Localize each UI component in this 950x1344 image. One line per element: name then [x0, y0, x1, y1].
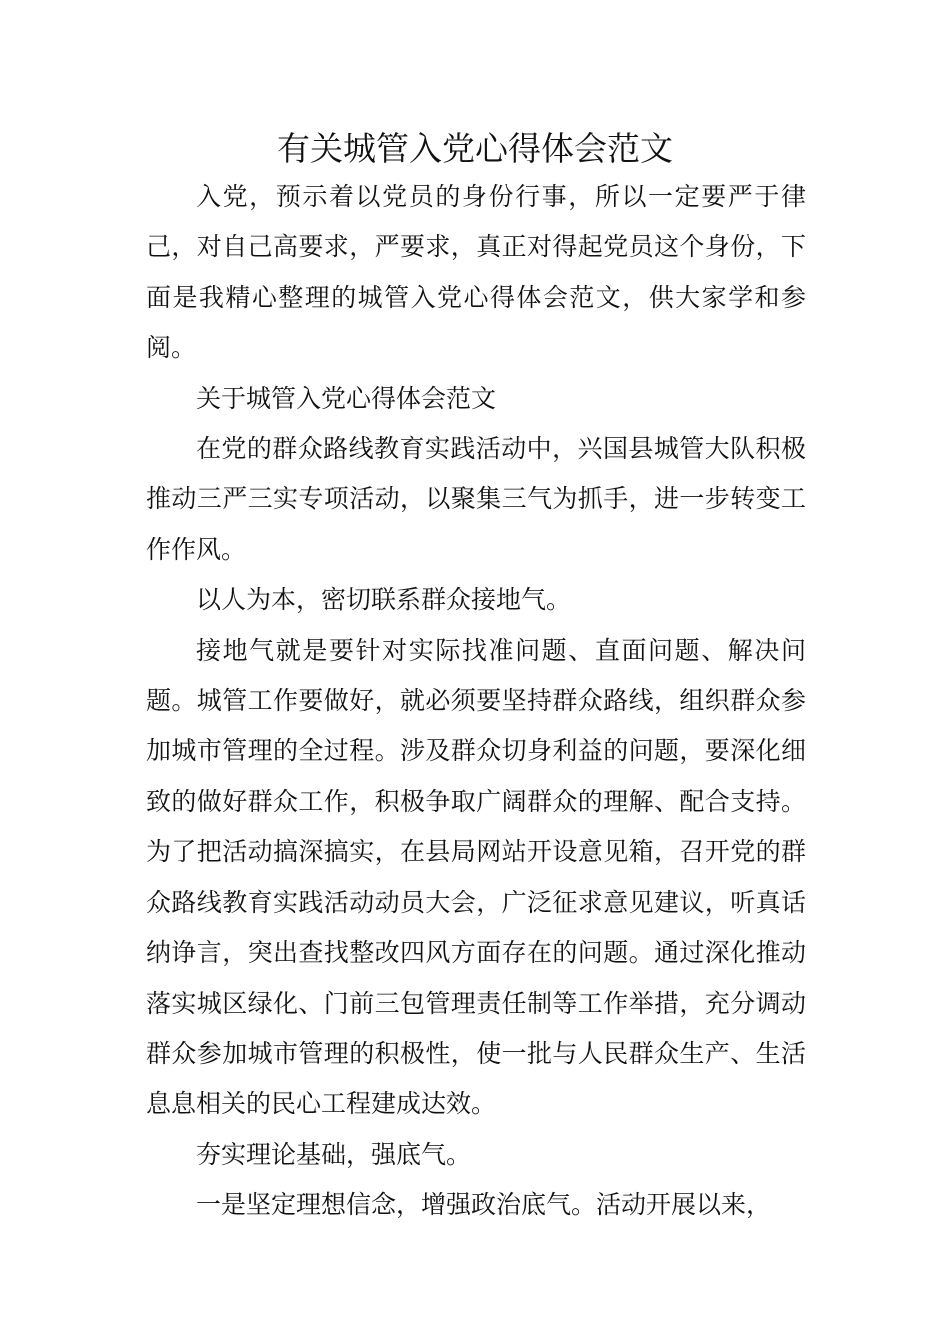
document-body [146, 172, 806, 1231]
paragraph: 一是坚定理想信念，增强政治底气。活动开展以来， [196, 1190, 772, 1220]
paragraph-intro: 入党，预示着以党员的身份行事，所以一定要严于律己，对自己高要求，严要求，真正对得起党员这个身份，下面是我精心整理的城管入党心得体会范文，供大家学和参阅。 [146, 182, 806, 363]
paragraph: 接地气就是要针对实际找准问题、直面问题、解决问题。城管工作要做好，就必须要坚持群众路线，组织群众参加城市管理的全过程。涉及群众切身利益的问题，要深化细致的做好群众工作，积极争取广阔群众的理解、配合支持。为了把活动搞深搞实，在县局网站开设意见箱，召开党的群众路线教育实践活动动员大会，广泛征求意见建议，听真话纳诤言，突出查找整改四风方面存在的问题。通过深化推动落实城区绿化、门前三包管理责任制等工作举措，充分调动群众参加城市管理的积极性，使一批与人民群众生产、生活息息相关的民心工程建成达效。 [146, 635, 806, 1119]
paragraph-heading: 夯实理论基础，强底气。 [196, 1139, 472, 1169]
paragraph-subtitle: 关于城管入党心得体会范文 [196, 383, 497, 413]
paragraph: 在党的群众路线教育实践活动中，兴国县城管大队积极推动三严三实专项活动，以聚集三气为抓手，进一步转变工作作风。 [146, 434, 806, 564]
paragraph-heading: 以人为本，密切联系群众接地气。 [196, 585, 572, 615]
document-title: 有关城管入党心得体会范文 [277, 129, 673, 168]
